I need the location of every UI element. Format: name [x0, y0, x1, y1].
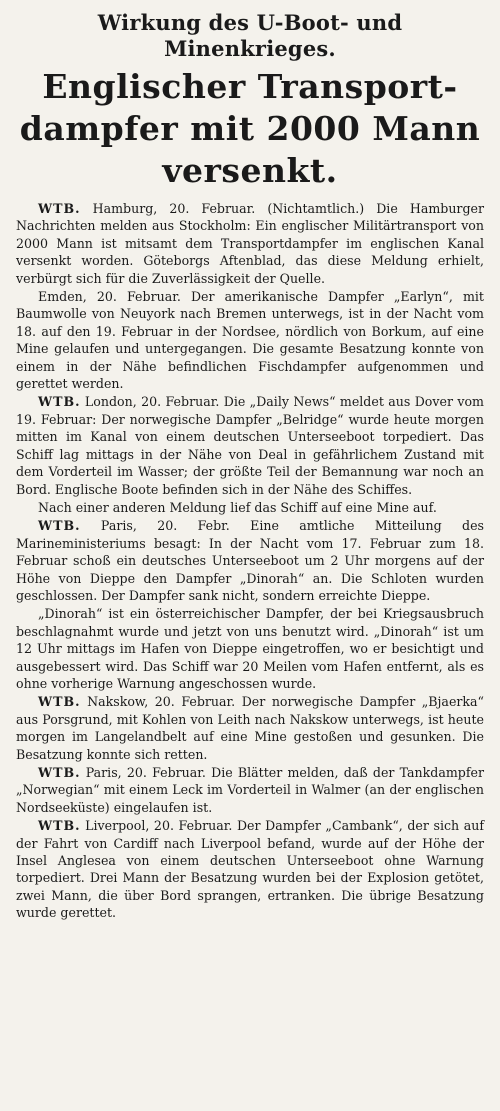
- agency-label: WTB.: [38, 201, 81, 216]
- headline-line-1: Englischer Transport-: [42, 67, 458, 106]
- paragraph-text: Paris, 20. Februar. Die Blätter melden, daß der Tankdampfer „Norwegian“ mit einem Leck im Vorderteil in Walmer (an der englischen Nordseeküste) eingelaufen ist.: [16, 765, 484, 815]
- paragraph-london: [16, 393, 484, 497]
- paragraph-text: Paris, 20. Febr. Eine amtliche Mitteilung des Marineministeriums besagt: In der Nacht vom 17. Februar zum 18. Februar schoß ein deutsches Unterseeboot um 2 Uhr morgens auf der Höhe von Dieppe den Dampfer „Dinorah“ an. Die Schloten wurden geschlossen. Der Dampfer sank nicht, sondern erreichte Dieppe.: [16, 518, 484, 603]
- agency-label: WTB.: [38, 518, 81, 534]
- paragraph-dinorah: [16, 605, 484, 692]
- headline-line-2: dampfer mit 2000 Mann: [19, 109, 481, 148]
- paragraph-london-followup: [16, 499, 484, 516]
- paragraph-text: Hamburg, 20. Februar. (Nichtamtlich.) Die Hamburger Nachrichten melden aus Stockholm: Ein englischer Militärtransport von 2000 Mann ist mitsamt dem Transportdampfer im englischen Kanal versenkt worden. Göteborgs Aftenblad, das diese Meldung erhielt, verbürgt sich für die Zuverlässigkeit der Quelle.: [16, 201, 484, 286]
- main-headline: [16, 66, 484, 192]
- kicker-headline: Wirkung des U-Boot- und Minenkrieges.: [97, 10, 403, 61]
- paragraph-text: London, 20. Februar. Die „Daily News“ meldet aus Dover vom 19. Februar: Der norwegische Dampfer „Belridge“ wurde heute morgen mitten im Kanal von einem deutschen Unterseeboot torpediert. Das Schiff lag mittags in der Nähe von Deal in gefährlichem Zustand mit dem Vorderteil im Wasser; der größte Teil der Bemannung war noch an Bord. Englische Boote befinden sich in der Nähe des Schiffes.: [16, 394, 484, 497]
- paragraph-text: Nakskow, 20. Februar. Der norwegische Dampfer „Bjaerka“ aus Porsgrund, mit Kohlen von Leith nach Nakskow unterwegs, ist heute morgen im Langelandbelt auf eine Mine gestoßen und gesunken. Die Besatzung konnte sich retten.: [16, 694, 484, 762]
- article-body: [16, 200, 484, 922]
- paragraph-liverpool: [16, 817, 484, 921]
- paragraph-text: Nach einer anderen Meldung lief das Schiff auf eine Mine auf.: [38, 499, 437, 515]
- paragraph-emden: [16, 288, 484, 392]
- agency-label: WTB.: [38, 765, 81, 780]
- agency-label: WTB.: [38, 394, 81, 410]
- paragraph-hamburg: [16, 200, 484, 287]
- paragraph-paris-2: [16, 764, 484, 816]
- paragraph-nakskow: [16, 693, 484, 763]
- paragraph-text: „Dinorah“ ist ein österreichischer Dampfer, der bei Kriegsausbruch beschlagnahmt wurde und jetzt von uns benutzt wird. „Dinorah“ ist um 12 Uhr mittags im Hafen von Dieppe eingetroffen, wo er besichtigt und ausgebessert wird. Das Schiff war 20 Meilen vom Hafen entfernt, als es ohne vorherige Warnung angeschossen wurde.: [16, 606, 484, 691]
- headline-line-3: versenkt.: [162, 151, 338, 190]
- agency-label: WTB.: [38, 818, 81, 834]
- paragraph-text: Liverpool, 20. Februar. Der Dampfer „Cambank“, der sich auf der Fahrt von Cardiff nach Liverpool befand, wurde auf der Höhe der Insel Anglesea von einem deutschen Unterseeboot ohne Warnung torpediert. Drei Mann der Besatzung wurden bei der Explosion getötet, zwei Mann, die über Bord sprangen, ertranken. Die übrige Besatzung wurde gerettet.: [16, 818, 484, 921]
- agency-label: WTB.: [38, 694, 81, 710]
- paragraph-paris-1: [16, 517, 484, 604]
- paragraph-text: Emden, 20. Februar. Der amerikanische Dampfer „Earlyn“, mit Baumwolle von Neuyork nach Bremen unterwegs, ist in der Nacht vom 18. auf den 19. Februar in der Nordsee, nördlich von Borkum, auf eine Mine gelaufen und untergegangen. Die gesamte Besatzung konnte von einem in der Nähe befindlichen Fischdampfer aufgenommen und gerettet werden.: [16, 289, 484, 392]
